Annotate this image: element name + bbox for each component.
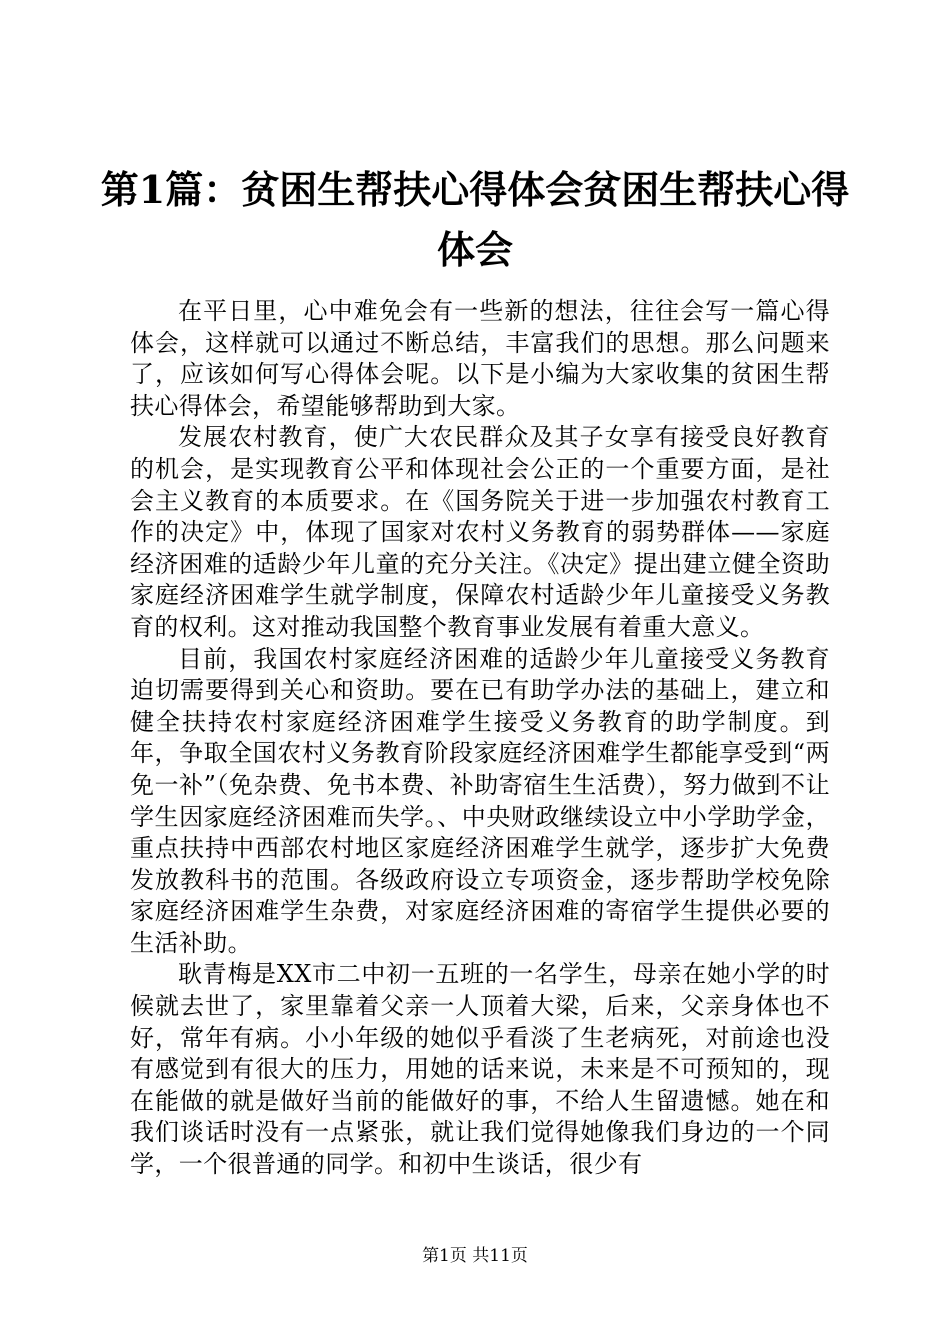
paragraph-1: 在平日里，心中难免会有一些新的想法，往往会写一篇心得体会，这样就可以通过不断总结，丰富我们的思想。那么问题来了，应该如何写心得体会呢。以下是小编为大家收集的贫困生帮扶心得体会，希望能够帮助到大家。 [130,297,830,420]
paragraph-4: 耿青梅是XX市二中初一五班的一名学生，母亲在她小学的时候就去世了，家里靠着父亲一人顶着大梁，后来，父亲身体也不好，常年有病。小小年级的她似乎看淡了生老病死，对前途也没有感觉到有很大的压力，用她的话来说，未来是不可预知的，现在能做的就是做好当前的能做好的事，不给人生留遗憾。她在和我们谈话时没有一点紧张，就让我们觉得她像我们身边的一个同学，一个很普通的同学。和初中生谈话，很少有 [130,960,830,1179]
document-body [130,296,830,1181]
paragraph-3: 目前，我国农村家庭经济困难的适龄少年儿童接受义务教育迫切需要得到关心和资助。要在已有助学办法的基础上，建立和健全扶持农村家庭经济困难学生接受义务教育的助学制度。到年，争取全国农村义务教育阶段家庭经济困难学生都能享受到“两免一补”（免杂费、免书本费、补助寄宿生生活费），努力做到不让学生因家庭经济困难而失学。、中央财政继续设立中小学助学金，重点扶持中西部农村地区家庭经济困难学生就学，逐步扩大免费发放教科书的范围。各级政府设立专项资金，逐步帮助学校免除家庭经济困难学生杂费，对家庭经济困难的寄宿学生提供必要的生活补助。 [130,644,830,957]
document-title: 第1篇：贫困生帮扶心得体会贫困生帮扶心得体会 [100,167,850,272]
page-number-footer: 第1页 共11页 [422,1246,528,1266]
paragraph-2: 发展农村教育，使广大农民群众及其子女享有接受良好教育的机会，是实现教育公平和体现社会公正的一个重要方面，是社会主义教育的本质要求。在《国务院关于进一步加强农村教育工作的决定》中，体现了国家对农村义务教育的弱势群体——家庭经济困难的适龄少年儿童的充分关注。《决定》提出建立健全资助家庭经济困难学生就学制度，保障农村适龄少年儿童接受义务教育的权利。这对推动我国整个教育事业发展有着重大意义。 [130,423,830,641]
